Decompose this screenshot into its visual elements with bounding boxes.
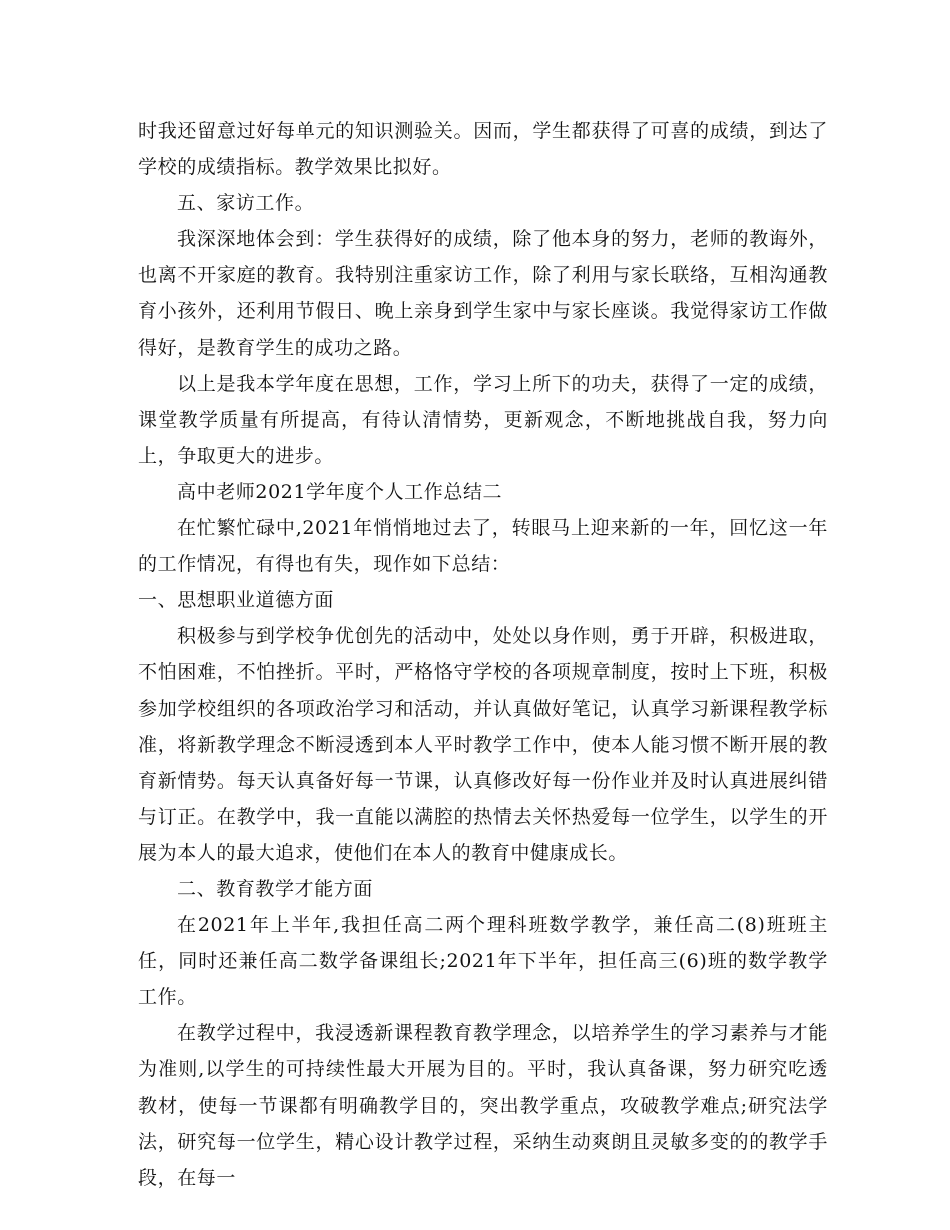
paragraph-assignments: 在2021年上半年,我担任高二两个理科班数学教学，兼任高二(8)班班主任，同时还兼任高二数学备课组长;2021年下半年，担任高三(6)班的数学教学工作。	[138, 914, 828, 1009]
document-body	[138, 113, 828, 1196]
paragraph-home-visits: 我深深地体会到：学生获得好的成绩，除了他本身的努力，老师的教诲外，也离不开家庭的教育。我特别注重家访工作，除了利用与家长联络，互相沟通教育小孩外，还利用节假日、晚上亲身到学生家中与家长座谈。我觉得家访工作做得好，是教育学生的成功之路。	[138, 228, 828, 359]
paragraph-ethics: 积极参与到学校争优创先的活动中，处处以身作则，勇于开辟，积极进取，不怕困难，不怕挫折。平时，严格恪守学校的各项规章制度，按时上下班，积极参加学校组织的各项政治学习和活动，并认真做好笔记，认真学习新课程教学标准，将新教学理念不断浸透到本人平时教学工作中，使本人能习惯不断开展的教育新情势。每天认真备好每一节课，认真修改好每一份作业并及时认真进展纠错与订正。在教学中，我一直能以满腔的热情去关怀热爱每一位学生，以学生的开展为本人的最大追求，使他们在本人的教育中健康成长。	[138, 625, 828, 864]
heading-home-visits: 五、家访工作。	[177, 192, 315, 215]
paragraph-exam-results: 时我还留意过好每单元的知识测验关。因而，学生都获得了可喜的成绩，到达了学校的成绩指标。教学效果比拟好。	[138, 120, 828, 179]
heading-teaching-ability: 二、教育教学才能方面	[177, 877, 374, 900]
paragraph-conclusion: 以上是我本学年度在思想，工作，学习上所下的功夫，获得了一定的成绩，课堂教学质量有所提高，有待认清情势，更新观念，不断地挑战自我，努力向上，争取更大的进步。	[138, 372, 828, 467]
paragraph-teaching-process: 在教学过程中，我浸透新课程教育教学理念，以培养学生的学习素养与才能为准则,以学生的可持续性最大开展为目的。平时，我认真备课，努力研究吃透教材，使每一节课都有明确教学目的，突出教学重点，攻破教学难点;研究法学法，研究每一位学生，精心设计教学过程，采纳生动爽朗且灵敏多变的的教学手段，在每一	[138, 1022, 828, 1189]
paragraph-intro: 在忙繁忙碌中,2021年悄悄地过去了，转眼马上迎来新的一年，回忆这一年的工作情况，有得也有失，现作如下总结：	[138, 517, 828, 576]
heading-ethics: 一、思想职业道德方面	[138, 589, 335, 612]
section-title-summary-two: 高中老师2021学年度个人工作总结二	[177, 480, 503, 503]
